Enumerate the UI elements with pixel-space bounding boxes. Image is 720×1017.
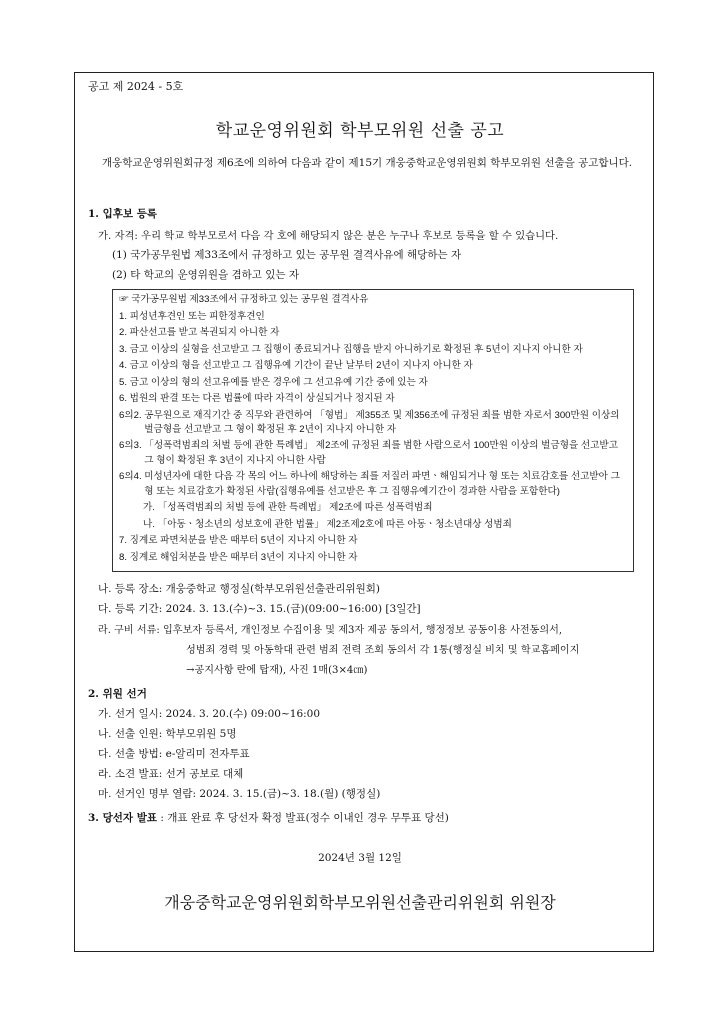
section1-eligibility: 가. 자격: 우리 학교 학부모로서 다음 각 호에 해당되지 않은 분은 누구나 후보로 등록을 할 수 있습니다. xyxy=(98,230,559,242)
row-number: 6의3. xyxy=(119,440,145,452)
box-row xyxy=(119,359,627,373)
required-documents-cont: 성범죄 경력 및 아동학대 관련 범죄 전력 조회 동의서 각 1통(행정실 비치 및 학교홈페이지 xyxy=(186,645,580,656)
row-number: 3. xyxy=(119,343,130,355)
row-text: 법원의 판결 또는 다른 법률에 따라 자격이 상실되거나 정지된 자 xyxy=(129,393,395,404)
row-text: 징계로 해임처분을 받은 때부터 3년이 지나지 아니한 자 xyxy=(129,551,358,563)
row-number: 5. xyxy=(119,376,130,388)
row-number: 8. xyxy=(119,551,130,563)
row-number: 1. xyxy=(119,310,130,322)
row-number: 6의2. xyxy=(119,409,145,421)
row-text: 금고 이상의 형의 선고유예를 받은 경우에 그 선고유예 기간 중에 있는 자 xyxy=(129,376,428,388)
notice-number: 공고 제 2024 - 5호 xyxy=(88,80,184,93)
registration-place: 나. 등록 장소: 개웅중학교 행정실(학부모위원선출관리위원회) xyxy=(98,583,380,595)
intro-paragraph: 개웅학교운영위원회규정 제6조에 의하여 다음과 같이 제15기 개웅중학교운영위원회 학부모위원 선출을 공고합니다. xyxy=(102,157,633,169)
section3-text: : 개표 완료 후 당선자 확정 발표(정수 이내인 경우 무투표 당선) xyxy=(160,812,449,824)
section1-heading: 1. 입후보 등록 xyxy=(88,208,157,220)
page-title: 학교운영위원회 학부모위원 선출 공고 xyxy=(215,121,505,141)
box-row xyxy=(119,551,627,565)
row-text: 징계로 파면처분을 받은 때부터 5년이 지나지 아니한 자 xyxy=(129,535,358,547)
registration-period: 다. 등록 기간: 2024. 3. 13.(수)~3. 15.(금)(09:00~16:00) [3일간] xyxy=(98,603,421,615)
section1-item1: (1) 국가공무원법 제33조에서 규정하고 있는 공무원 결격사유에 해당하는 자 xyxy=(112,249,462,261)
election-count: 나. 선출 인원: 학부모위원 5명 xyxy=(98,728,237,740)
required-documents: 라. 구비 서류: 입후보자 등록서, 개인정보 수집이용 및 제3자 제공 동의서, 행정정보 공동이용 사전동의서, xyxy=(98,625,563,636)
voter-list-viewing: 마. 선거인 명부 열람: 2024. 3. 15.(금)~3. 18.(월) (행정실) xyxy=(98,788,381,800)
box-row xyxy=(119,534,627,548)
row-text: 미성년자에 대한 다음 각 목의 어느 하나에 해당하는 죄를 저질러 파면ㆍ해임되거나 형 또는 치료감호를 선고받아 그 형 또는 치료감호가 확정된 사람(집행유예를 선고받은 후 그 집행유예기간이 경과한 사람을 포함한다) xyxy=(144,471,620,497)
section1-item2: (2) 타 학교의 운영위원을 겸하고 있는 자 xyxy=(112,269,300,281)
box-row xyxy=(119,326,627,340)
row-number: 6의4. xyxy=(119,471,145,483)
election-date: 가. 선거 일시: 2024. 3. 20.(수) 09:00~16:00 xyxy=(98,708,321,720)
row-text: 「성폭력범죄의 처벌 등에 관한 특례법」 제2조에 규정된 죄를 범한 사람으로서 100만원 이상의 벌금형을 선고받고 그 형이 확정된 후 3년이 지나지 아니한 사람 xyxy=(144,440,618,466)
box-header-text: ☞ 국가공무원법 제33조에서 규정하고 있는 공무원 결격사유 xyxy=(119,294,369,305)
row-text: 피성년후견인 또는 피한정후견인 xyxy=(129,310,265,322)
row-number: 7. xyxy=(119,535,130,547)
box-row xyxy=(119,439,627,468)
election-statement: 라. 소견 발표: 선거 공보로 대체 xyxy=(98,768,244,780)
box-row xyxy=(119,392,627,406)
row-number: 2. xyxy=(119,327,130,338)
row-text: 금고 이상의 실형을 선고받고 그 집행이 종료되거나 집행을 받지 아니하기로 확정된 후 5년이 지나지 아니한 자 xyxy=(129,343,583,355)
box-header xyxy=(119,293,627,307)
notice-date: 2024년 3월 12일 xyxy=(318,852,402,864)
row-number: 4. xyxy=(119,360,130,371)
required-documents-cont: →공지사항 란에 탑재), 사진 1매(3×4㎝) xyxy=(186,665,368,676)
box-row xyxy=(119,470,627,499)
signature-line: 개웅중학교운영위원회학부모위원선출관리위원회 위원장 xyxy=(164,893,556,912)
box-row xyxy=(119,376,627,390)
box-subitem-na: 나. 「아동ㆍ청소년의 성보호에 관한 법률」 제2조제2호에 따른 아동ㆍ청소년대상 성범죄 xyxy=(143,518,512,530)
box-row xyxy=(119,409,627,438)
row-text: 공무원으로 재직기간 중 직무와 관련하여 「형법」 제355조 및 제356조에 규정된 죄를 범한 자로서 300만원 이상의 벌금형을 선고받고 그 형이 확정된 후 2년이 지나지 아니한 자 xyxy=(144,409,620,435)
disqualification-box xyxy=(112,289,634,572)
section2-heading: 2. 위원 선거 xyxy=(88,688,147,700)
box-row xyxy=(119,310,627,324)
box-row xyxy=(119,343,627,357)
section3 xyxy=(88,810,449,825)
row-text: 금고 이상의 형을 선고받고 그 집행유예 기간이 끝난 날부터 2년이 지나지 아니한 자 xyxy=(129,360,473,371)
row-text: 파산선고를 받고 복권되지 아니한 자 xyxy=(129,327,280,338)
box-subitem-ga: 가. 「성폭력범죄의 처벌 등에 관한 특례법」 제2조에 따른 성폭력범죄 xyxy=(143,502,433,514)
election-method: 다. 선출 방법: e-알리미 전자투표 xyxy=(98,748,250,760)
row-number: 6. xyxy=(119,393,130,404)
section3-heading: 3. 당선자 발표 xyxy=(88,812,157,824)
